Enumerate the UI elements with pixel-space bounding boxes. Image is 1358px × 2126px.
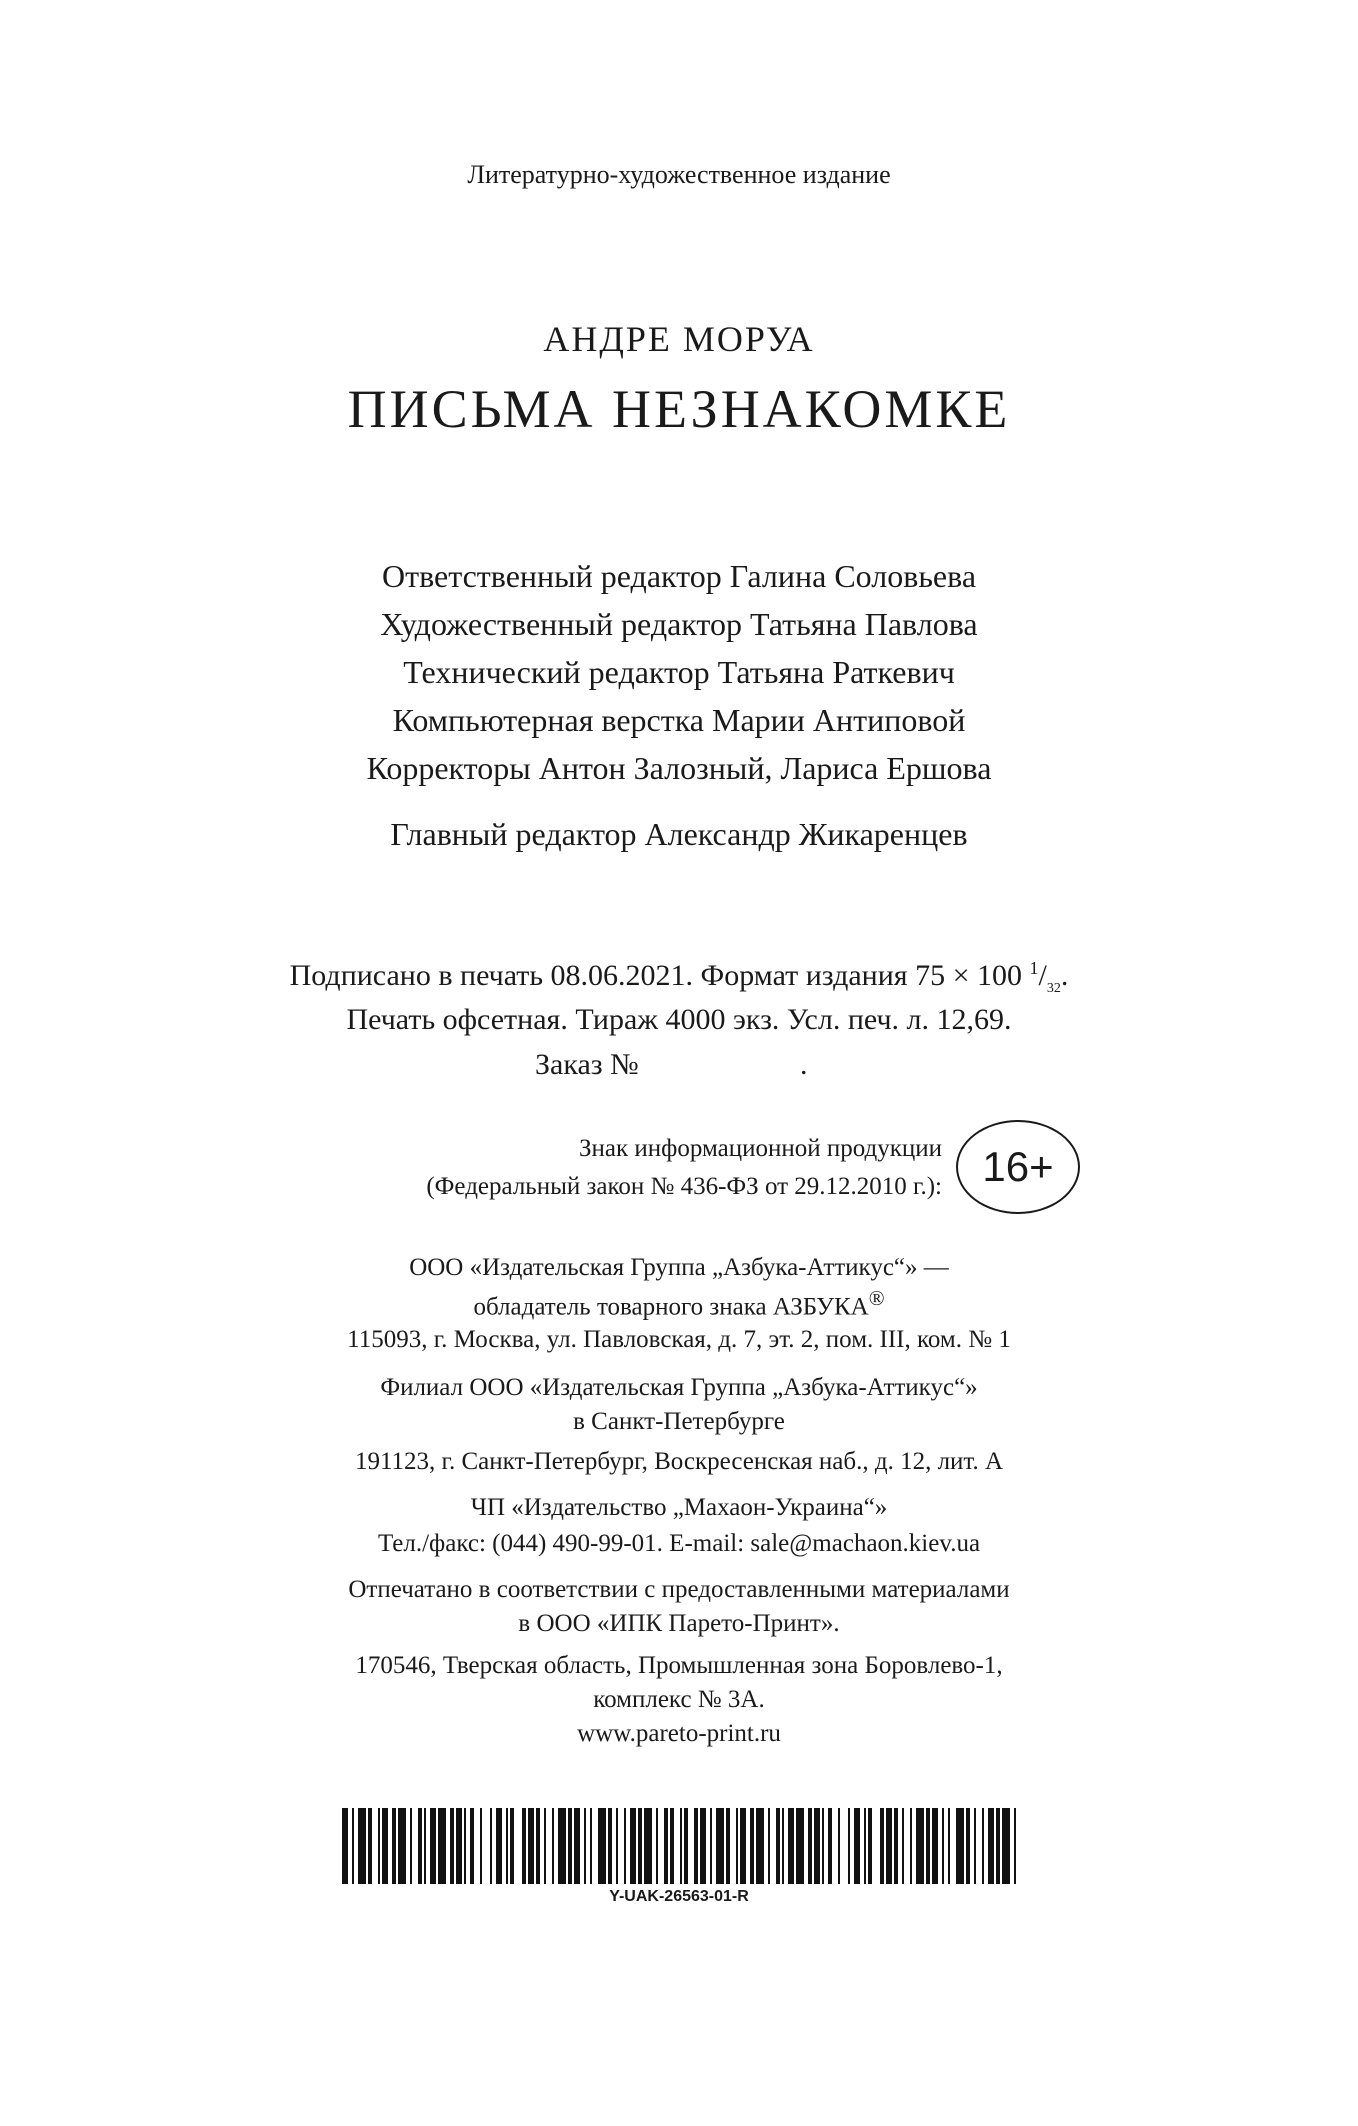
- barcode-number: Y-UAK-26563-01-R: [609, 1888, 749, 1905]
- barcode-bar: [470, 1808, 474, 1884]
- barcode-bar: [644, 1808, 652, 1884]
- barcode-bar: [700, 1808, 706, 1884]
- credit-line: Художественный редактор Татьяна Павлова: [380, 606, 978, 642]
- barcode-bar: [464, 1808, 466, 1884]
- barcode-bar: [598, 1808, 606, 1884]
- info-product-line1: Знак информационной продукции: [578, 1135, 942, 1162]
- barcode-bar: [1014, 1808, 1016, 1884]
- registered-mark-icon: ®: [868, 1286, 885, 1310]
- publisher-line: ООО «Издательская Группа „Азбука-Аттикус“» —: [409, 1254, 949, 1281]
- printer-name: в ООО «ИПК Парето-Принт».: [518, 1610, 840, 1637]
- ukraine-publisher: ЧП «Издательство „Махаон-Украина“»: [470, 1494, 888, 1521]
- format-end: .: [1060, 959, 1069, 992]
- barcode-bar: [750, 1808, 754, 1884]
- branch-address: 191123, г. Санкт-Петербург, Воскресенская наб., д. 12, лит. А: [354, 1448, 1004, 1475]
- barcode-bar: [740, 1808, 746, 1884]
- barcode-bar: [926, 1808, 930, 1884]
- format-denominator: 32: [1046, 981, 1061, 996]
- print-details: Печать офсетная. Тираж 4000 экз. Усл. печ. л. 12,69.: [346, 1003, 1012, 1036]
- barcode-bar: [438, 1808, 446, 1884]
- barcode-bar: [670, 1808, 674, 1884]
- barcode-bar: [716, 1808, 724, 1884]
- barcode-bar: [894, 1808, 898, 1884]
- barcode-bar: [382, 1808, 388, 1884]
- barcode-bar: [1002, 1808, 1010, 1884]
- barcode-bar: [880, 1808, 884, 1884]
- barcode-bar: [424, 1808, 426, 1884]
- barcode-bar: [694, 1808, 698, 1884]
- barcode-bar: [574, 1808, 580, 1884]
- barcode-bar: [838, 1808, 840, 1884]
- barcode-bar: [378, 1808, 380, 1884]
- barcode-bar: [788, 1808, 794, 1884]
- barcode-bar: [630, 1808, 636, 1884]
- barcode-bar: [398, 1808, 406, 1884]
- barcode-bar: [510, 1808, 514, 1884]
- barcode-bar: [776, 1808, 780, 1884]
- order-end: .: [800, 1048, 808, 1081]
- barcode-bar: [590, 1808, 592, 1884]
- barcode-bar: [848, 1808, 850, 1884]
- author-name: АНДРЕ МОРУА: [543, 319, 815, 359]
- barcode-bar: [430, 1808, 436, 1884]
- barcode-bar: [638, 1808, 642, 1884]
- barcode-bar: [768, 1808, 770, 1884]
- age-rating-badge: 16+: [956, 1120, 1080, 1214]
- barcode-bar: [822, 1808, 824, 1884]
- genre-label: Литературно-художественное издание: [467, 160, 891, 189]
- barcode-bar: [996, 1808, 1000, 1884]
- publisher-address: 115093, г. Москва, ул. Павловская, д. 7, эт. 2, пом. III, ком. № 1: [347, 1326, 1011, 1353]
- barcode-bar: [886, 1808, 892, 1884]
- chief-editor: Главный редактор Александр Жикаренцев: [390, 816, 968, 852]
- barcode-bar: [490, 1808, 492, 1884]
- barcode-bar: [410, 1808, 412, 1884]
- barcode-bar: [624, 1808, 626, 1884]
- barcode-bar: [948, 1808, 950, 1884]
- barcode-bar: [868, 1808, 872, 1884]
- printer-complex: комплекс № 3А.: [593, 1686, 765, 1713]
- ukraine-contact: Тел./факс: (044) 490-99-01. E-mail: sale@machaon.kiev.ua: [377, 1530, 981, 1557]
- barcode-bar: [456, 1808, 462, 1884]
- barcode-bar: [932, 1808, 938, 1884]
- barcode-bar: [782, 1808, 784, 1884]
- printed-note: Отпечатано в соответствии с предоставленными материалами: [348, 1576, 1010, 1603]
- barcode-bar: [966, 1808, 970, 1884]
- info-product-sign: [270, 1130, 942, 1206]
- barcode-bar: [656, 1808, 658, 1884]
- barcode-bar: [584, 1808, 586, 1884]
- publisher-trademark-text: обладатель товарного знака АЗБУКА: [473, 1293, 869, 1321]
- barcode-bar: [864, 1808, 866, 1884]
- print-signed-line: Подписано в печать 08.06.2021. Формат издания 75 × 100 $^1/_{32}$.: [289, 958, 1069, 996]
- barcode-bar: [726, 1808, 730, 1884]
- credit-line: Ответственный редактор Галина Соловьева: [381, 558, 977, 594]
- barcode-bar: [418, 1808, 422, 1884]
- order-label: Заказ №: [535, 1048, 639, 1081]
- barcode-bar: [988, 1808, 994, 1884]
- branch-city: в Санкт-Петербурге: [573, 1408, 785, 1435]
- printer-website: www.pareto-print.ru: [577, 1720, 781, 1747]
- barcode-bar: [664, 1808, 668, 1884]
- credit-line: Технический редактор Татьяна Раткевич: [403, 654, 955, 690]
- barcode-bar: [814, 1808, 820, 1884]
- barcode-bar: [616, 1808, 618, 1884]
- barcode-bar: [528, 1808, 534, 1884]
- barcode-bar: [480, 1808, 482, 1884]
- barcode-bar: [536, 1808, 540, 1884]
- barcode-bar: [568, 1808, 572, 1884]
- barcode-bar: [828, 1808, 832, 1884]
- book-title: ПИСЬМА НЕЗНАКОМКЕ: [347, 379, 1011, 439]
- barcode-bar: [796, 1808, 804, 1884]
- barcode-bar: [756, 1808, 764, 1884]
- barcode-bar: [902, 1808, 904, 1884]
- barcode-bar: [956, 1808, 964, 1884]
- publisher-trademark-line: [0, 1286, 1358, 1321]
- barcode-bar: [736, 1808, 738, 1884]
- barcode-bar: [982, 1808, 984, 1884]
- printer-address: 170546, Тверская область, Промышленная зона Боровлево-1,: [355, 1652, 1003, 1679]
- credit-line: Корректоры Антон Залозный, Лариса Ершова: [366, 750, 992, 786]
- barcode-bar: [942, 1808, 944, 1884]
- barcode-bar: [684, 1808, 688, 1884]
- print-signed-text: Подписано в печать 08.06.2021. Формат издания 75 × 100: [289, 959, 1023, 992]
- barcode-bar: [392, 1808, 396, 1884]
- format-numerator: 1: [1029, 958, 1039, 978]
- credit-line: Компьютерная верстка Марии Антиповой: [392, 702, 966, 738]
- barcode-bar: [544, 1808, 546, 1884]
- barcode-bar: [608, 1808, 612, 1884]
- barcode-bar: [522, 1808, 526, 1884]
- barcode-bar: [808, 1808, 812, 1884]
- barcode-bar: [450, 1808, 454, 1884]
- barcode-bar: [558, 1808, 566, 1884]
- barcode-bar: [910, 1808, 912, 1884]
- barcode-bar: [974, 1808, 976, 1884]
- branch-line: Филиал ООО «Издательская Группа „Азбука-Аттикус“»: [380, 1374, 978, 1401]
- barcode-bar: [342, 1808, 348, 1884]
- barcode-bar: [352, 1808, 354, 1884]
- barcode-bar: [916, 1808, 924, 1884]
- barcode-bar: [710, 1808, 712, 1884]
- info-product-line2: (Федеральный закон № 436-ФЗ от 29.12.2010 г.):: [426, 1173, 942, 1200]
- barcode-bar: [854, 1808, 860, 1884]
- barcode-bar: [358, 1808, 366, 1884]
- barcode: [342, 1808, 1016, 1884]
- barcode-bar: [552, 1808, 554, 1884]
- barcode-bar: [680, 1808, 682, 1884]
- barcode-bar: [496, 1808, 502, 1884]
- barcode-bar: [368, 1808, 372, 1884]
- barcode-bar: [506, 1808, 508, 1884]
